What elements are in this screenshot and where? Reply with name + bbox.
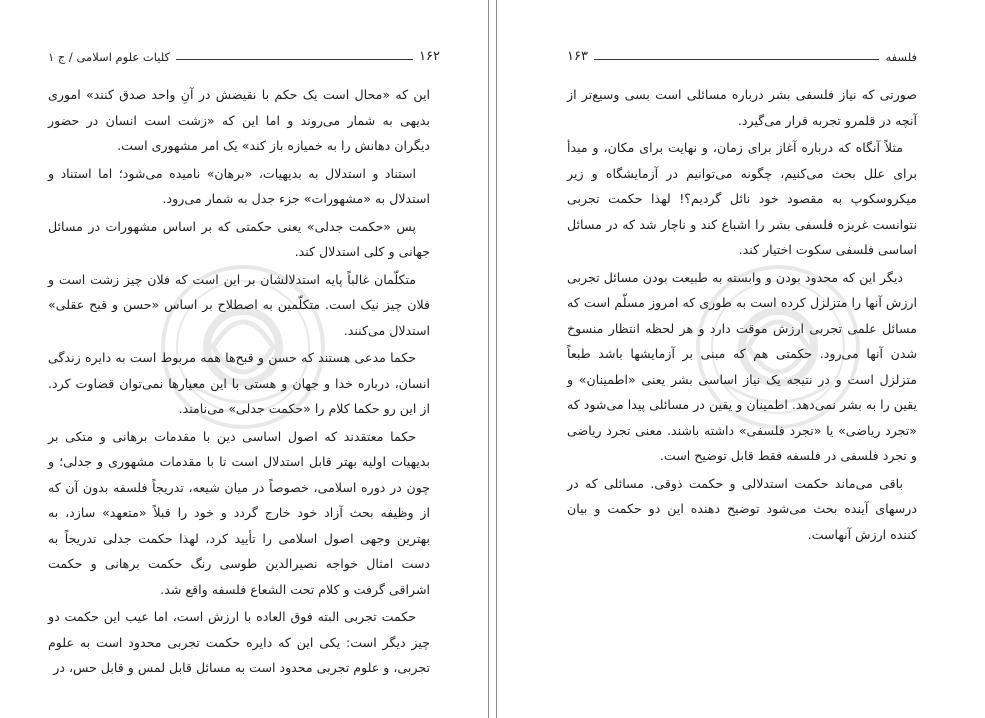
paragraph: متکلّمان غالباً پایه استدلالشان بر این است که فلان چیز زشت است و فلان چیز نیک است. متکلّمین به اصطلاح بر اساس «حسن و قبح عقلی» استدلال می‌کنند. xyxy=(48,271,430,338)
right-page-number: ۱۶۳ xyxy=(567,49,588,64)
paragraph: صورتی که نیاز فلسفی بشر درباره مسائلی است بسی وسیع‌تر از آنچه در قلمرو تجربه قرار می‌گیرد. xyxy=(567,87,917,128)
left-page-header xyxy=(48,42,440,64)
left-running-title: کلیات علوم اسلامی / ج ۱ xyxy=(48,50,171,64)
left-page-body xyxy=(48,82,430,683)
paragraph: حکمت تجربی البته فوق العاده با ارزش است، اما عیب این حکمت دو چیز دیگر است: یکی این که دایره حکمت تجربی محدود است به علوم تجربی، و علوم تجربی محدود است به مسائل قابل لمس و قابل حس، در xyxy=(48,609,430,675)
book-gutter xyxy=(488,0,497,718)
paragraph: دیگر این که محدود بودن و وابسته به طبیعت بودن مسائل تجربی ارزش آنها را متزلزل کرده است به طوری که امروز مسلّم است که مسائل علمی تجربی ارزش موقت دارد و هر لحظه انتظار منسوخ شدن آنها می‌رود. حکمتی هم که مبنی بر آزمایشها باشد طبعاً متزلزل است و در نتیجه یک نیاز اساسی بشر یعنی «اطمینان» و یقین را به بشر نمی‌دهد. اطمینان و یقین در مسائلی پیدا می‌شود که «تجرد ریاضی» یا «تجرد فلسفی» داشته باشند. معنی تجرد ریاضی و تجرد فلسفی در فلسفه فقط قابل توضیح است. xyxy=(567,269,917,463)
paragraph: این که «محال است یک حکم با نقیضش در آنِ واحد صدق کنند» اموری بدیهی به شمار می‌روند و اما این که «زشت است انسان در حضور دیگران دهانش را به خمیازه باز کند» یک امر مشهوری است. xyxy=(48,87,430,153)
right-header-rule xyxy=(594,59,880,60)
paragraph: پس «حکمت جدلی» یعنی حکمتی که بر اساس مشهورات در مسائل جهانی و کلی استدلال کند. xyxy=(48,218,430,259)
right-running-title: فلسفه xyxy=(885,50,917,64)
right-page-body xyxy=(567,82,917,549)
paragraph: حکما معتقدند که اصول اساسی دین با مقدمات برهانی و متکی بر بدیهیات اولیه بهتر قابل استدلال است تا با مقدمات مشهوری و جدلی؛ و چون در دوره اسلامی، خصوصاً در میان شیعه، تدریجاً فلسفه بدون آن که از وظیفه بحث آزاد خود خارج گردد و خود را قبلاً «متعهد» سازد، به بهترین وجهی اصول اسلامی را تأیید کرد، لهذا حکمت جدلی تدریجاً به دست امثال خواجه نصیرالدین طوسی رنگ حکمت برهانی و حکمت اشراقی گرفت و کلام تحت الشعاع فلسفه واقع شد. xyxy=(48,428,430,597)
left-page xyxy=(0,0,488,718)
left-page-number: ۱۶۲ xyxy=(419,49,440,64)
paragraph: استناد و استدلال به بدیهیات، «برهان» نامیده می‌شود؛ اما استناد و استدلال به «مشهورات» جزء جدل به شمار می‌رود. xyxy=(48,165,430,206)
paragraph: باقی می‌ماند حکمت استدلالی و حکمت ذوقی. مسائلی که در درسهای آینده بحث می‌شود توضیح دهنده این دو حکمت و بیان کننده ارزش آنهاست. xyxy=(567,475,917,542)
right-page-header xyxy=(567,42,917,64)
paragraph: حکما مدعی هستند که حسن و قبح‌ها همه مربوط است به دایره زندگی انسان، درباره خدا و جهان و هستی با این معیارها نمی‌توان قضاوت کرد. از این رو حکما کلام را «حکمت جدلی» می‌نامند. xyxy=(48,350,430,416)
paragraph: مثلاً آنگاه که درباره آغاز برای زمان، و نهایت برای مکان، و مبدأ برای علل بحث می‌کنیم، چگونه می‌توانیم در آزمایشگاه و زیر میکروسکوپ به مقصود خود نائل گردیم؟! لهذا حکمت تجربی نتوانست غریزه فلسفی بشر را اشباع کند و ناچار شد که در مسائل اساسی فلسفی سکوت اختیار کند. xyxy=(567,140,917,257)
right-page xyxy=(497,0,985,718)
left-header-rule xyxy=(176,59,413,60)
